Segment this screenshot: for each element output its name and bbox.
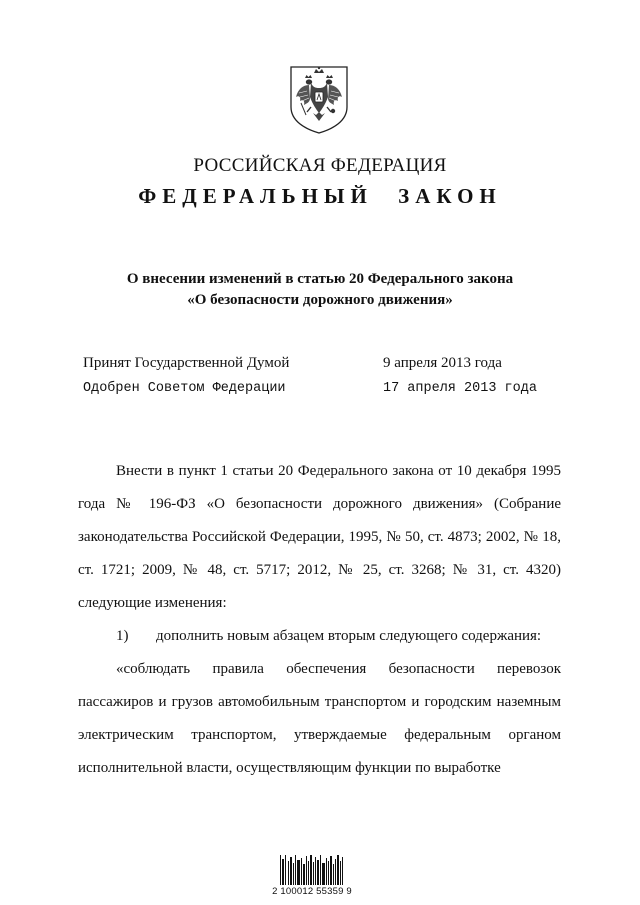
amendment-item-1 xyxy=(78,620,561,653)
law-type-heading: ФЕДЕРАЛЬНЫЙ ЗАКОН xyxy=(138,184,502,208)
law-title xyxy=(0,269,640,311)
adoption-date: 9 апреля 2013 года xyxy=(383,355,502,371)
adoption-label: Принят Государственной Думой xyxy=(83,355,290,371)
adoption-date: 17 апреля 2013 года xyxy=(383,381,537,396)
barcode xyxy=(262,855,362,897)
adoption-label: Одобрен Советом Федерации xyxy=(83,381,286,396)
barcode-number: 2 100012 55359 9 xyxy=(272,886,352,897)
intro-paragraph: Внести в пункт 1 статьи 20 Федерального закона от 10 декабря 1995 года № 196-ФЗ «О безопасности дорожного движения» (Собрание законодательства Российской Федерации, 1995, № 50, ст. 4873; 2002, № 18, ст. 1721; 2009, № 48, ст. 5717; 2012, № 25, ст. 3268; № 31, ст. 4320) следующие изменения: xyxy=(78,463,561,611)
law-body xyxy=(78,455,561,785)
item-text: дополнить новым абзацем вторым следующего содержания: xyxy=(156,628,542,644)
barcode-bars xyxy=(262,855,362,885)
coat-of-arms-emblem xyxy=(287,63,351,135)
item-number: 1) xyxy=(116,628,129,644)
law-title-line-1: О внесении изменений в статью 20 Федерального закона xyxy=(126,271,514,287)
country-heading: РОССИЙСКАЯ ФЕДЕРАЦИЯ xyxy=(193,155,447,176)
law-title-line-2: «О безопасности дорожного движения» xyxy=(187,292,453,308)
quoted-paragraph: «соблюдать правила обеспечения безопасности перевозок пассажиров и грузов автомобильным транспортом и городским наземным электрическим транспортом, утверждаемые федеральным органом исполнительной власти, осуществляющим функции по выработке xyxy=(78,661,561,776)
